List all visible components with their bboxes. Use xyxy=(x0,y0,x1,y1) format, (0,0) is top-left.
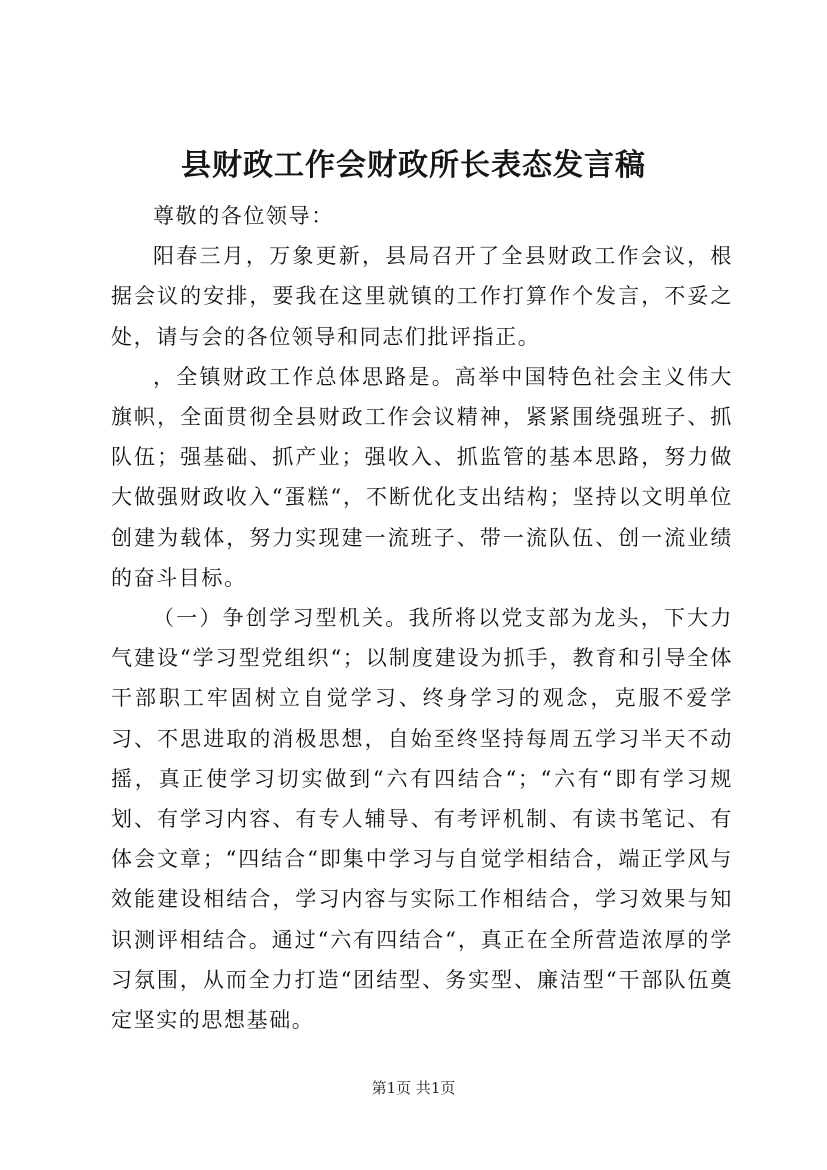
paragraph-opening: 阳春三月，万象更新，县局召开了全县财政工作会议，根据会议的安排，要我在这里就镇的工作打算作个发言，不妥之处，请与会的各位领导和同志们批评指正。 xyxy=(111,244,733,349)
document-body xyxy=(111,196,733,1040)
page-number-footer: 第1页 共1页 xyxy=(371,1079,456,1097)
paragraph-overall-approach: ，全镇财政工作总体思路是。高举中国特色社会主义伟大旗帜，全面贯彻全县财政工作会议精神，紧紧围绕强班子、抓队伍；强基础、抓产业；强收入、抓监管的基本思路，努力做大做强财政收入“蛋糕“，不断优化支出结构；坚持以文明单位创建为载体，努力实现建一流班子、带一流队伍、创一流业绩的奋斗目标。 xyxy=(111,364,733,590)
salutation: 尊敬的各位领导： xyxy=(153,204,334,228)
paragraph-learning-organization: （一）争创学习型机关。我所将以党支部为龙头，下大力气建设“学习型党组织“；以制度建设为抓手，教育和引导全体干部职工牢固树立自觉学习、终身学习的观念，克服不爱学习、不思进取的消极思想，自始至终坚持每周五学习半天不动摇，真正使学习切实做到“六有四结合“；“六有“即有学习规划、有学习内容、有专人辅导、有考评机制、有读书笔记、有体会文章；“四结合“即集中学习与自觉学相结合，端正学风与效能建设相结合，学习内容与实际工作相结合，学习效果与知识测评相结合。通过“六有四结合“，真正在全所营造浓厚的学习氛围，从而全力打造“团结型、务实型、廉洁型“干部队伍奠定坚实的思想基础。 xyxy=(111,606,733,1033)
document-title: 县财政工作会财政所长表态发言稿 xyxy=(181,148,646,183)
